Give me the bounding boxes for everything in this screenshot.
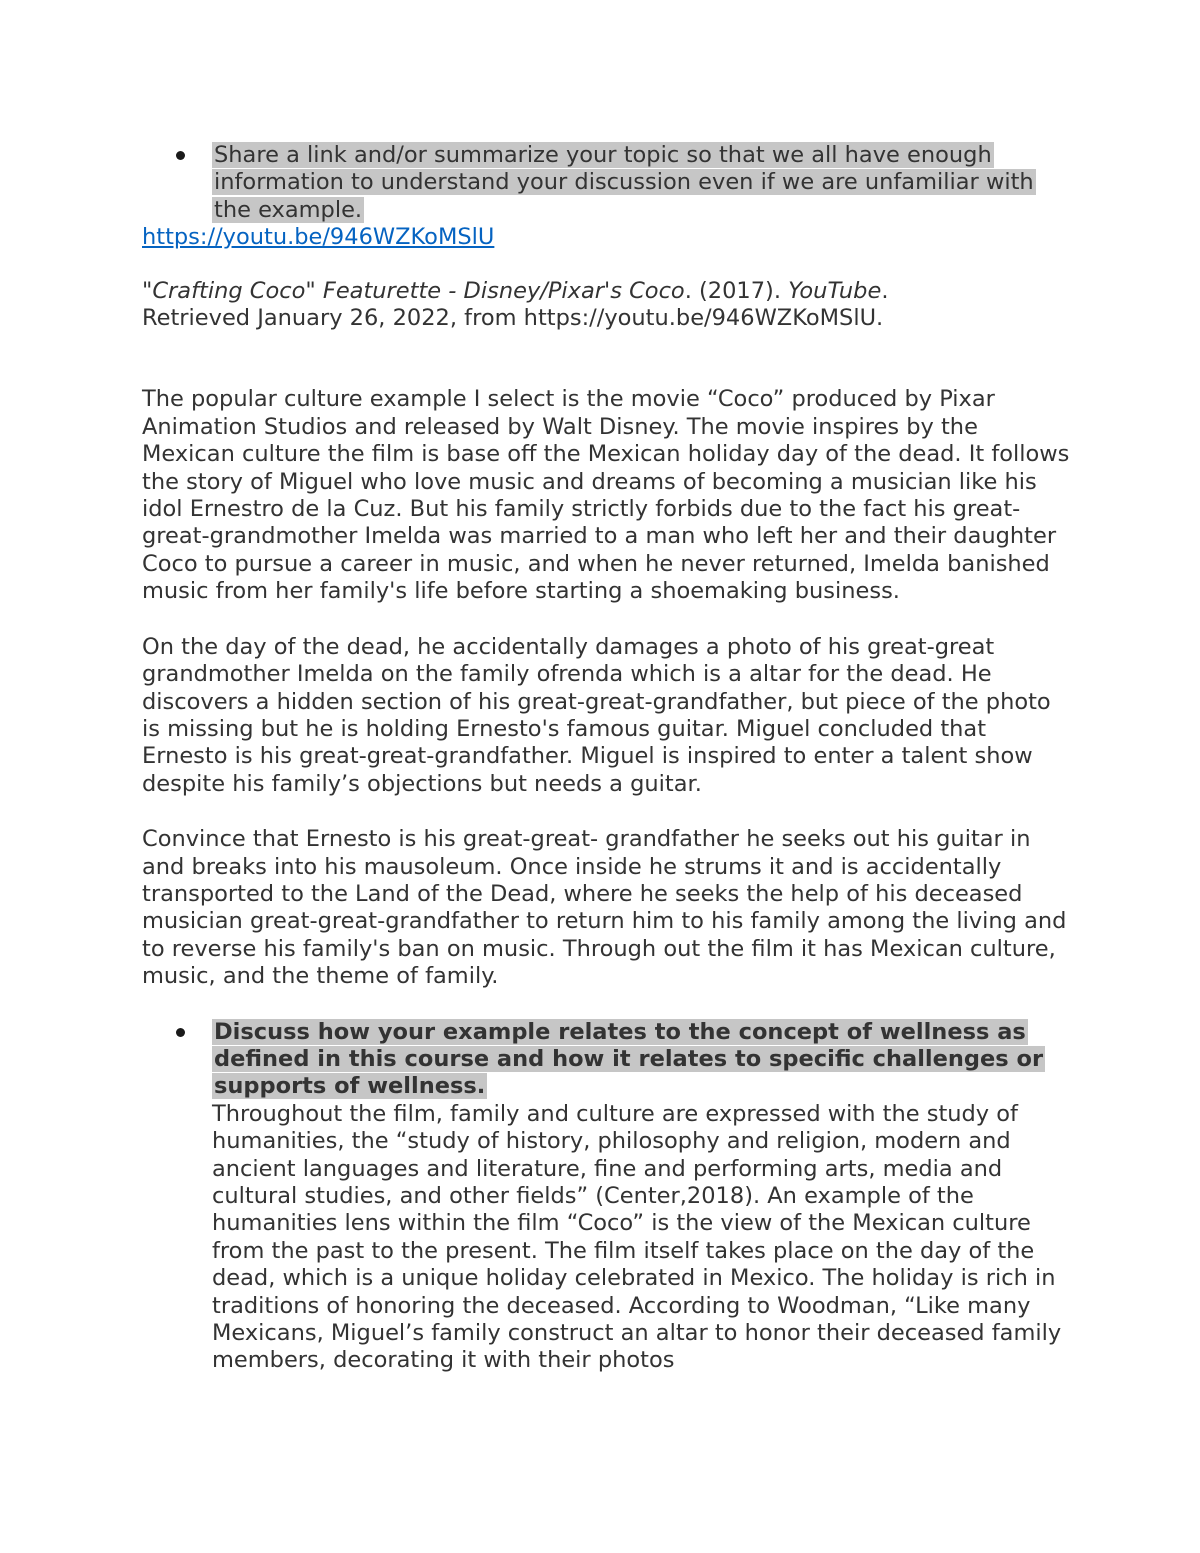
citation-retrieved: Retrieved January 26, 2022, from https://youtu.be/946WZKoMSlU.: [142, 305, 884, 332]
bullet-icon: [176, 151, 185, 160]
bullet-item-wellness: [142, 1019, 1072, 1375]
citation-title: "Crafting Coco" Featurette - Disney/Pixar's Coco: [142, 277, 685, 304]
bullet-text-share-link: Share a link and/or summarize your topic so that we all have enough information to understand your discussion even if we are unfamiliar with the example.: [214, 142, 1034, 223]
bullet-icon: [176, 1028, 185, 1037]
bullet-body-wellness: Throughout the film, family and culture are expressed with the study of humanities, the “study of history, philosophy and religion, modern and ancient languages and literature, fine and performing arts, media and cultural studies, and other fields” (Center,2018). An example of the humanities lens within the film “Coco” is the view of the Mexican culture from the past to the present. The film itself takes place on the day of the dead, which is a unique holiday celebrated in Mexico. The holiday is rich in traditions of honoring the deceased. According to Woodman, “Like many Mexicans, Miguel’s family construct an altar to honor their deceased family members, decorating it with their photos: [212, 1100, 1062, 1374]
paragraph-land-of-dead: Convince that Ernesto is his great-great- grandfather he seeks out his guitar in and breaks into his mausoleum. Once inside he strums it and is accidentally transported to the Land of the Dead, where he seeks the help of his deceased musician great-great-grandfather to return him to his family among the living and to reverse his family's ban on music. Through out the film it has Mexican culture, music, and the theme of family.: [142, 826, 1067, 990]
citation-site-end: .: [881, 277, 889, 304]
bullet-item-share-link: [142, 142, 1072, 224]
youtube-link[interactable]: https://youtu.be/946WZKoMSlU: [142, 224, 495, 251]
document-page: [142, 142, 1072, 1375]
citation-year: . (2017).: [684, 277, 789, 304]
paragraph-intro: The popular culture example I select is the movie “Coco” produced by Pixar Animation Studios and released by Walt Disney. The movie inspires by the Mexican culture the film is base off the Mexican holiday day of the dead. It follows the story of Miguel who love music and dreams of becoming a musician like his idol Ernestro de la Cuz. But his family strictly forbids due to the fact his great-great-grandmother Imelda was married to a man who left her and their daughter Coco to pursue a career in music, and when he never returned, Imelda banished music from her family's life before starting a shoemaking business.: [142, 386, 1070, 605]
citation: [142, 278, 1072, 333]
paragraph-day-of-dead: On the day of the dead, he accidentally damages a photo of his great-great grandmother Imelda on the family ofrenda which is a altar for the dead. He discovers a hidden section of his great-great-grandfather, but piece of the photo is missing but he is holding Ernesto's famous guitar. Miguel concluded that Ernesto is his great-great-grandfather. Miguel is inspired to enter a talent show despite his family’s objections but needs a guitar.: [142, 633, 1051, 797]
citation-site: YouTube: [788, 277, 882, 304]
bullet-heading-wellness: Discuss how your example relates to the concept of wellness as defined in this course and how it relates to specific challenges or supports of wellness.: [214, 1018, 1044, 1100]
